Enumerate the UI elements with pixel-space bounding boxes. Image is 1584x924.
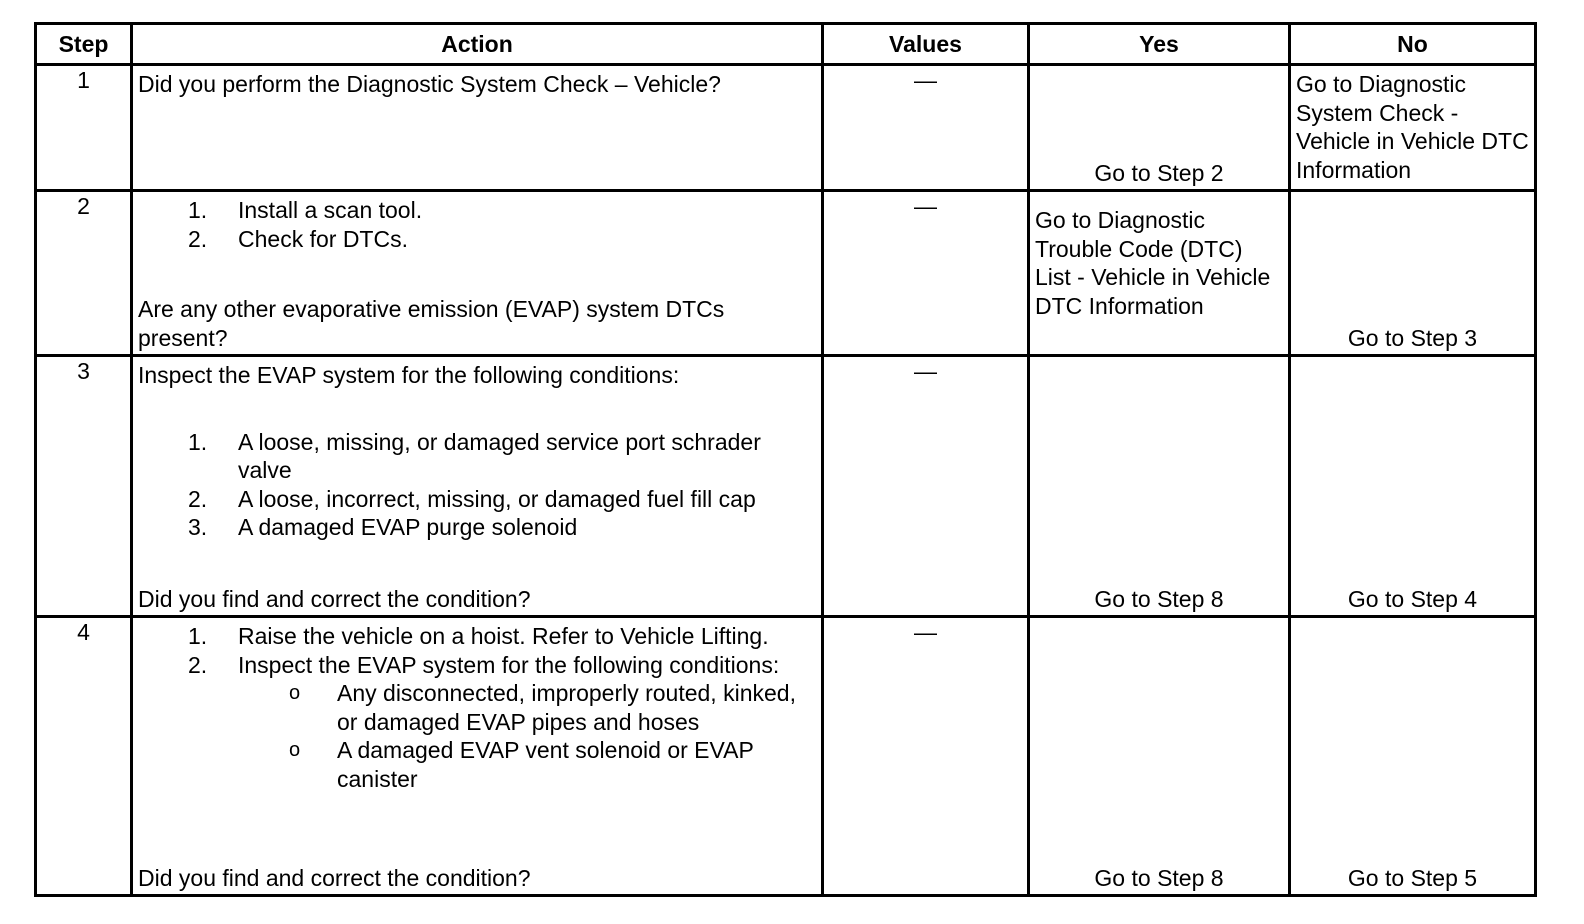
- values-cell: —: [823, 65, 1029, 191]
- step-number: 2: [36, 191, 132, 356]
- header-row: [36, 24, 1536, 65]
- step-number: 3: [36, 356, 132, 617]
- list-item: 1. Install a scan tool.: [188, 197, 423, 223]
- list-item: o Any disconnected, improperly routed, kinked, or damaged EVAP pipes and hoses: [289, 680, 796, 735]
- no-cell: [1290, 191, 1536, 356]
- action-text: Did you perform the Diagnostic System Check – Vehicle?: [138, 71, 721, 97]
- values-cell: —: [823, 191, 1029, 356]
- diagnostic-table: [34, 22, 1537, 897]
- list-item: 2. A loose, incorrect, missing, or damaged fuel fill cap: [188, 485, 756, 512]
- list-item: o A damaged EVAP vent solenoid or EVAP canister: [289, 737, 754, 792]
- values-cell: —: [823, 617, 1029, 896]
- yes-cell: [1029, 191, 1290, 356]
- table-row-step-3: [36, 356, 1536, 617]
- action-cell: [132, 65, 823, 191]
- step-number: 1: [36, 65, 132, 191]
- yes-cell: [1029, 356, 1290, 617]
- action-intro: Inspect the EVAP system for the following conditions:: [138, 362, 680, 388]
- action-cell: [132, 617, 823, 896]
- header-no: No: [1290, 24, 1536, 65]
- table-row-step-2: [36, 191, 1536, 356]
- list-item: 2. Inspect the EVAP system for the following conditions: o Any disconnected, improperly routed, kinked, or damaged EVAP pipes and hoses o A damaged EVAP vent solenoid or EVAP canister: [238, 651, 816, 794]
- action-list: [138, 428, 816, 542]
- table-row-step-1: [36, 65, 1536, 191]
- yes-cell: [1029, 65, 1290, 191]
- no-cell: [1290, 356, 1536, 617]
- action-cell: [132, 191, 823, 356]
- list-item: 1. A loose, missing, or damaged service port schrader valve: [188, 428, 761, 483]
- header-yes: Yes: [1029, 24, 1290, 65]
- no-text: Go to Step 3: [1347, 324, 1478, 351]
- yes-text: Go to Step 2: [1094, 159, 1224, 186]
- yes-text: Go to Step 8: [1094, 585, 1224, 612]
- yes-text: Go to Step 8: [1094, 864, 1224, 891]
- no-text: Go to Step 5: [1347, 864, 1478, 891]
- list-item: 3. A damaged EVAP purge solenoid: [188, 514, 578, 540]
- list-item: 1. Raise the vehicle on a hoist. Refer to Vehicle Lifting.: [188, 623, 769, 649]
- table-row-step-4: [36, 617, 1536, 896]
- action-cell: [132, 356, 823, 617]
- no-cell: [1290, 65, 1536, 191]
- header-step: Step: [36, 24, 132, 65]
- action-list: [138, 196, 816, 253]
- action-question: Did you find and correct the condition?: [138, 864, 531, 891]
- action-list: [138, 622, 816, 793]
- no-text: Go to Diagnostic System Check - Vehicle in Vehicle DTC Information: [1296, 71, 1529, 183]
- yes-cell: [1029, 617, 1290, 896]
- step-number: 4: [36, 617, 132, 896]
- action-question: Did you find and correct the condition?: [138, 585, 531, 612]
- header-action: Action: [132, 24, 823, 65]
- action-sublist: [238, 679, 816, 793]
- values-cell: —: [823, 356, 1029, 617]
- header-values: Values: [823, 24, 1029, 65]
- yes-text: Go to Diagnostic Trouble Code (DTC) List - Vehicle in Vehicle DTC Information: [1035, 207, 1271, 319]
- list-item: 2. Check for DTCs.: [188, 225, 408, 252]
- no-text: Go to Step 4: [1347, 585, 1478, 612]
- no-cell: [1290, 617, 1536, 896]
- action-question: Are any other evaporative emission (EVAP) system DTCs present?: [138, 296, 725, 351]
